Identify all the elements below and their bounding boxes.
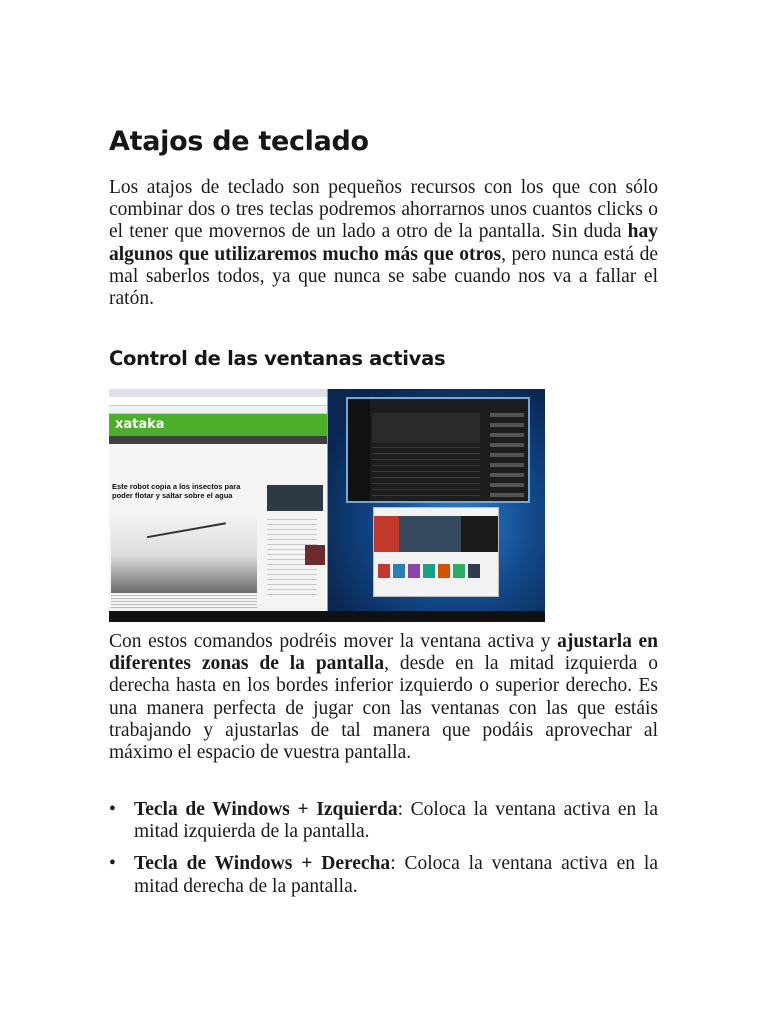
browser-bookmarks-bar	[109, 406, 327, 414]
windows-screenshot-image	[109, 389, 545, 622]
shortcut-keys: Tecla de Windows + Derecha	[134, 853, 391, 875]
music-app-tracklist	[372, 447, 480, 497]
section-heading: Control de las ventanas activas	[109, 347, 446, 370]
shortcut-list	[109, 799, 658, 908]
intro-bold: hay algunos que utilizaremos mucho más que otros	[109, 221, 658, 265]
music-app-header	[372, 413, 480, 443]
browser-address-bar	[109, 397, 327, 406]
music-app-window	[346, 397, 530, 503]
intro-text-2: , pero nunca está de mal saberlos todos, ya que nunca se sabe cuando nos va a fallar el ratón.	[109, 243, 658, 310]
commands-paragraph	[109, 631, 658, 764]
browser-window	[109, 389, 328, 611]
sidebar-ad	[267, 485, 323, 511]
article-text-lines	[111, 595, 257, 609]
intro-paragraph	[109, 177, 658, 310]
store-hero-banner	[374, 516, 498, 552]
store-app-tiles	[378, 564, 480, 578]
site-header	[109, 414, 327, 436]
commands-text-2: , desde en la mitad izquierda o derecha hasta en los bordes inferior izquierdo o superior derecho. Es una manera perfecta de jugar con las ventanas con las que estáis trabajando y ajustarlas de tal manera que podáis aprovechar al máximo el espacio de vuestra pantalla.	[109, 653, 658, 764]
intro-text-1: Los atajos de teclado son pequeños recursos con los que con sólo combinar dos o tres teclas podremos ahorrarnos unos cuantos clicks o el tener que movernos de un lado a otro de la pantalla. Sin duda	[109, 177, 658, 243]
page-title: Atajos de teclado	[109, 126, 369, 157]
commands-text-1: Con estos comandos podréis mover la ventana activa y	[109, 631, 558, 652]
store-app-window	[373, 507, 499, 597]
music-app-sidebar	[348, 399, 370, 501]
windows-taskbar	[109, 611, 545, 622]
music-app-friends	[490, 413, 524, 497]
list-item	[109, 853, 658, 897]
sidebar-thumbnail	[305, 545, 325, 565]
shortcut-keys: Tecla de Windows + Izquierda	[134, 799, 398, 820]
site-nav	[109, 436, 327, 444]
bullet-marker: •	[109, 799, 116, 820]
site-logo: xataka	[115, 417, 165, 432]
commands-bold: ajustarla en diferentes zonas de la pantalla	[109, 631, 658, 675]
list-item	[109, 799, 658, 843]
shortcut-description: : Coloca la ventana activa en la mitad derecha de la pantalla.	[134, 853, 658, 897]
desktop-background	[328, 389, 545, 611]
bullet-marker: •	[109, 853, 116, 875]
shortcut-description: : Coloca la ventana activa en la mitad izquierda de la pantalla.	[134, 799, 658, 843]
browser-tab-bar	[109, 389, 327, 397]
article-title: Este robot copia a los insectos para poder flotar y saltar sobre el agua	[112, 482, 241, 500]
